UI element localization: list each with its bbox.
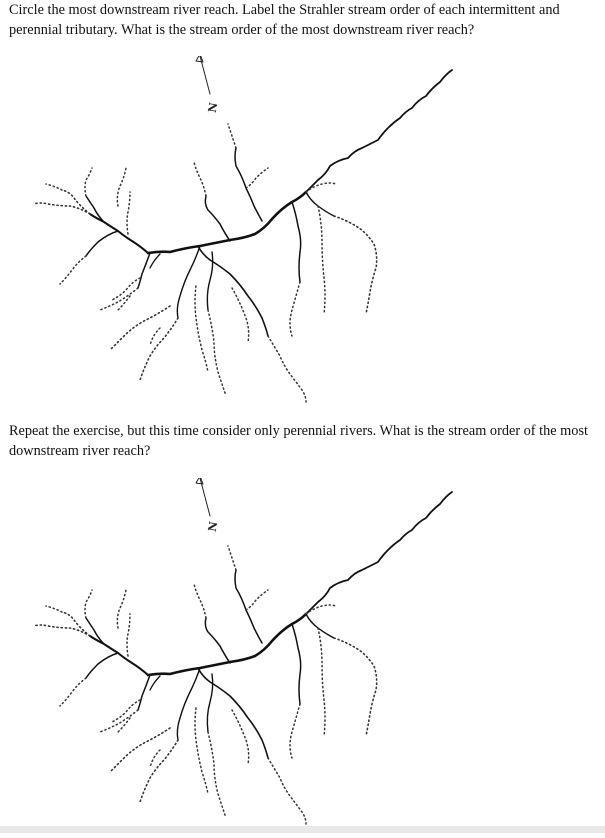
question-2-text: Repeat the exercise, but this time consider only perennial rivers. What is the stream order of the most downstream river reach? (9, 423, 588, 459)
north-label: N (205, 520, 221, 533)
perennial-streams (86, 492, 452, 758)
horizontal-scrollbar-track[interactable] (0, 826, 605, 833)
river-network-map-1 (0, 56, 605, 416)
river-network-map-2 (0, 478, 605, 838)
north-label: N (205, 101, 221, 114)
north-arrow (196, 56, 210, 94)
intermittent-streams (34, 546, 377, 824)
intermittent-streams (34, 124, 377, 402)
perennial-streams (86, 70, 452, 336)
north-arrow (196, 478, 210, 516)
question-1-text: Circle the most downstream river reach. Label the Strahler stream order of each intermittent and perennial tributary. What is the stream order of the most downstream river reach? (9, 2, 560, 38)
